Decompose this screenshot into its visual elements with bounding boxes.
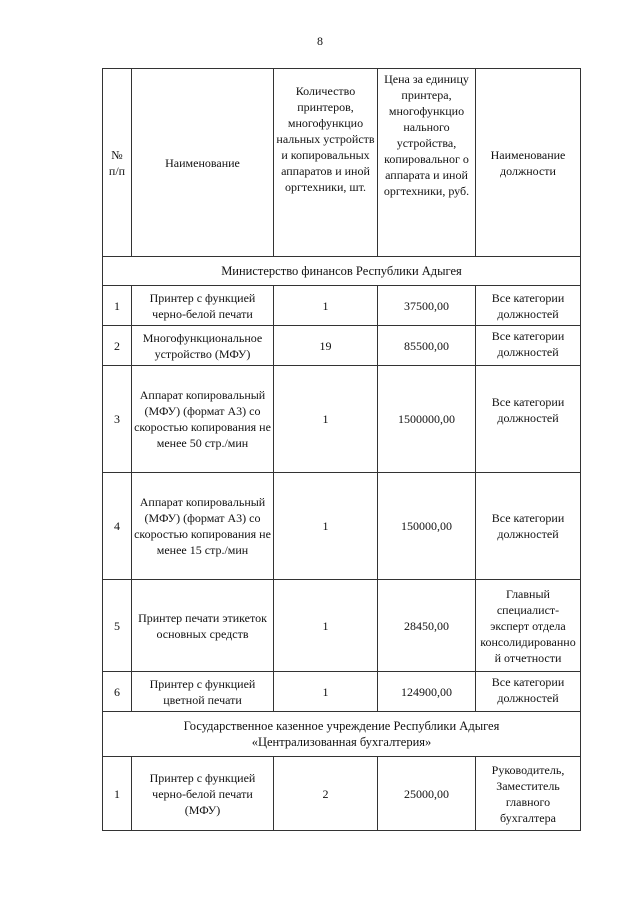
row-price: 124900,00: [378, 672, 476, 712]
row-price: 37500,00: [378, 286, 476, 326]
row-number: 1: [103, 757, 132, 831]
section-title: Министерство финансов Республики Адыгея: [103, 257, 581, 286]
row-number: 5: [103, 580, 132, 672]
row-position: Главный специалист-эксперт отдела консолидированной отчетности: [476, 580, 581, 672]
row-price: 25000,00: [378, 757, 476, 831]
header-quantity: Количество принтеров, многофункцио нальных устройств и копировальных аппаратов и иной оргтехники, шт.: [274, 69, 378, 257]
row-position: Все категории должностей: [476, 672, 581, 712]
row-price: 150000,00: [378, 473, 476, 580]
row-quantity: 1: [274, 473, 378, 580]
row-price: 28450,00: [378, 580, 476, 672]
header-name: Наименование: [132, 69, 274, 257]
row-position: Все категории должностей: [476, 326, 581, 366]
table-row: [103, 672, 581, 712]
section-title: Государственное казенное учреждение Республики Адыгея «Централизованная бухгалтерия»: [103, 712, 581, 757]
row-name: Аппарат копировальный (МФУ) (формат А3) со скоростью копирования не менее 50 стр./мин: [132, 366, 274, 473]
row-name: Принтер с функцией черно-белой печати: [132, 286, 274, 326]
table-row: [103, 366, 581, 473]
row-name: Аппарат копировальный (МФУ) (формат А3) со скоростью копирования не менее 15 стр./мин: [132, 473, 274, 580]
row-name: Принтер печати этикеток основных средств: [132, 580, 274, 672]
row-position: Руководитель, Заместитель главного бухгалтера: [476, 757, 581, 831]
row-name: Многофункциональное устройство (МФУ): [132, 326, 274, 366]
page-number: 8: [317, 34, 323, 48]
row-position: Все категории должностей: [476, 473, 581, 580]
table-row: [103, 286, 581, 326]
row-number: 3: [103, 366, 132, 473]
row-number: 6: [103, 672, 132, 712]
row-name: Принтер с функцией цветной печати: [132, 672, 274, 712]
row-position: Все категории должностей: [476, 366, 581, 473]
table-row: [103, 757, 581, 831]
table-row: [103, 473, 581, 580]
row-price: 1500000,00: [378, 366, 476, 473]
row-quantity: 1: [274, 672, 378, 712]
section-title-row: [103, 257, 581, 286]
row-quantity: 19: [274, 326, 378, 366]
table-row: [103, 326, 581, 366]
table-header-row: [103, 69, 581, 257]
header-number: № п/п: [103, 69, 132, 257]
header-position: Наименование должности: [476, 69, 581, 257]
row-quantity: 1: [274, 580, 378, 672]
row-price: 85500,00: [378, 326, 476, 366]
table-row: [103, 580, 581, 672]
row-number: 4: [103, 473, 132, 580]
row-number: 2: [103, 326, 132, 366]
section-title-row: [103, 712, 581, 757]
header-price: Цена за единицу принтера, многофункцио нального устройства, копировальног о аппарата и иной оргтехники, руб.: [378, 69, 476, 257]
row-position: Все категории должностей: [476, 286, 581, 326]
row-quantity: 1: [274, 286, 378, 326]
equipment-table: [102, 68, 581, 831]
row-number: 1: [103, 286, 132, 326]
row-name: Принтер с функцией черно-белой печати (МФУ): [132, 757, 274, 831]
row-quantity: 2: [274, 757, 378, 831]
row-quantity: 1: [274, 366, 378, 473]
